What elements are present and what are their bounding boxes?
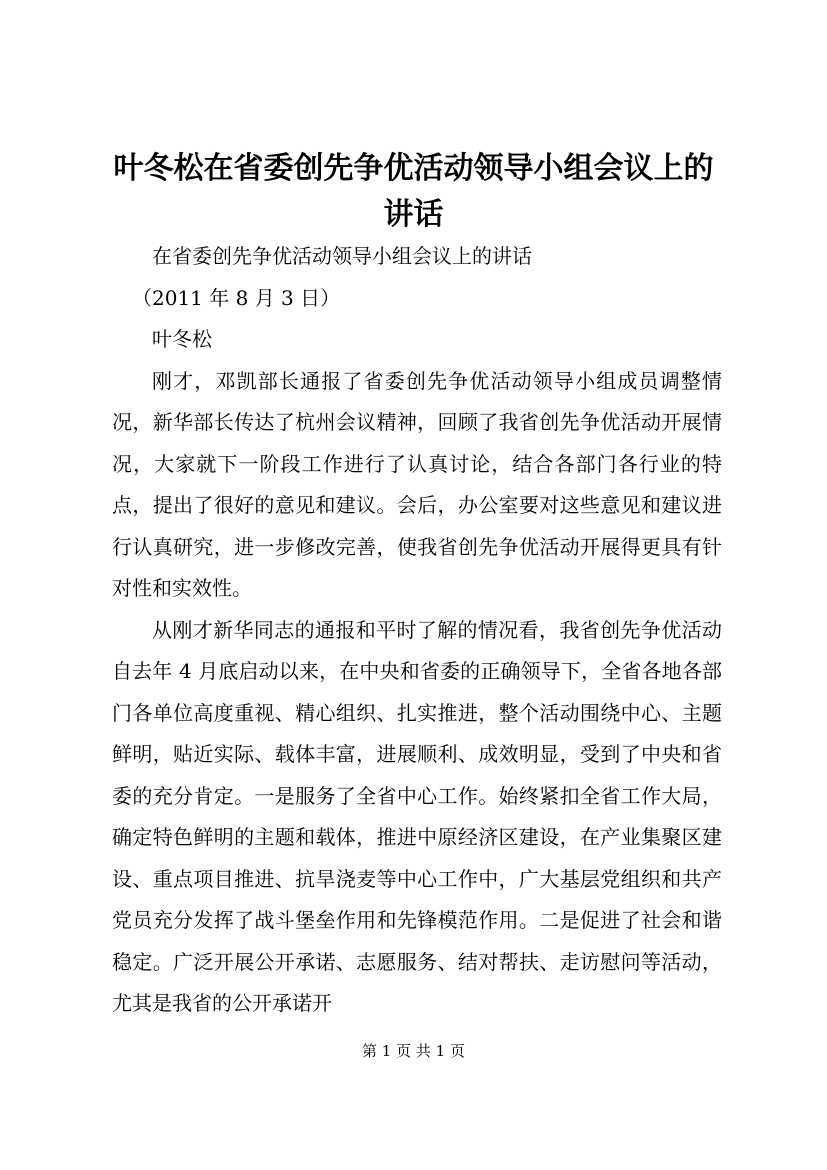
page-footer: 第 1 页 共 1 页 — [362, 1042, 465, 1060]
body-paragraph-1: 刚才，邓凯部长通报了省委创先争优活动领导小组成员调整情况，新华部长传达了杭州会议精神，回顾了我省创先争优活动开展情况，大家就下一阶段工作进行了认真讨论，结合各部门各行业的特点，提出了很好的意见和建议。会后，办公室要对这些意见和建议进行认真研究，进一步修改完善，使我省创先争优活动开展得更具有针对性和实效性。 — [112, 368, 722, 600]
document-subtitle: 在省委创先争优活动领导小组会议上的讲话 — [152, 244, 532, 268]
speaker-name: 叶冬松 — [152, 327, 212, 351]
body-paragraph-2: 从刚才新华同志的通报和平时了解的情况看，我省创先争优活动自去年 4 月底启动以来，在中央和省委的正确领导下，全省各地各部门各单位高度重视、精心组织、扎实推进，整个活动围绕中心、主题鲜明，贴近实际、载体丰富，进展顺利、成效明显，受到了中央和省委的充分肯定。一是服务了全省中心工作。始终紧扣全省工作大局，确定特色鲜明的主题和载体，推进中原经济区建设，在产业集聚区建设、重点项目推进、抗旱浇麦等中心工作中，广大基层党组织和共产党员充分发挥了战斗堡垒作用和先锋模范作用。二是促进了社会和谐稳定。广泛开展公开承诺、志愿服务、结对帮扶、走访慰问等活动，尤其是我省的公开承诺开 — [112, 617, 722, 1015]
speech-date: （2011 年 8 月 3 日） — [132, 285, 341, 310]
document-body — [112, 236, 722, 1025]
document-title: 叶冬松在省委创先争优活动领导小组会议上的讲话 — [113, 151, 714, 232]
